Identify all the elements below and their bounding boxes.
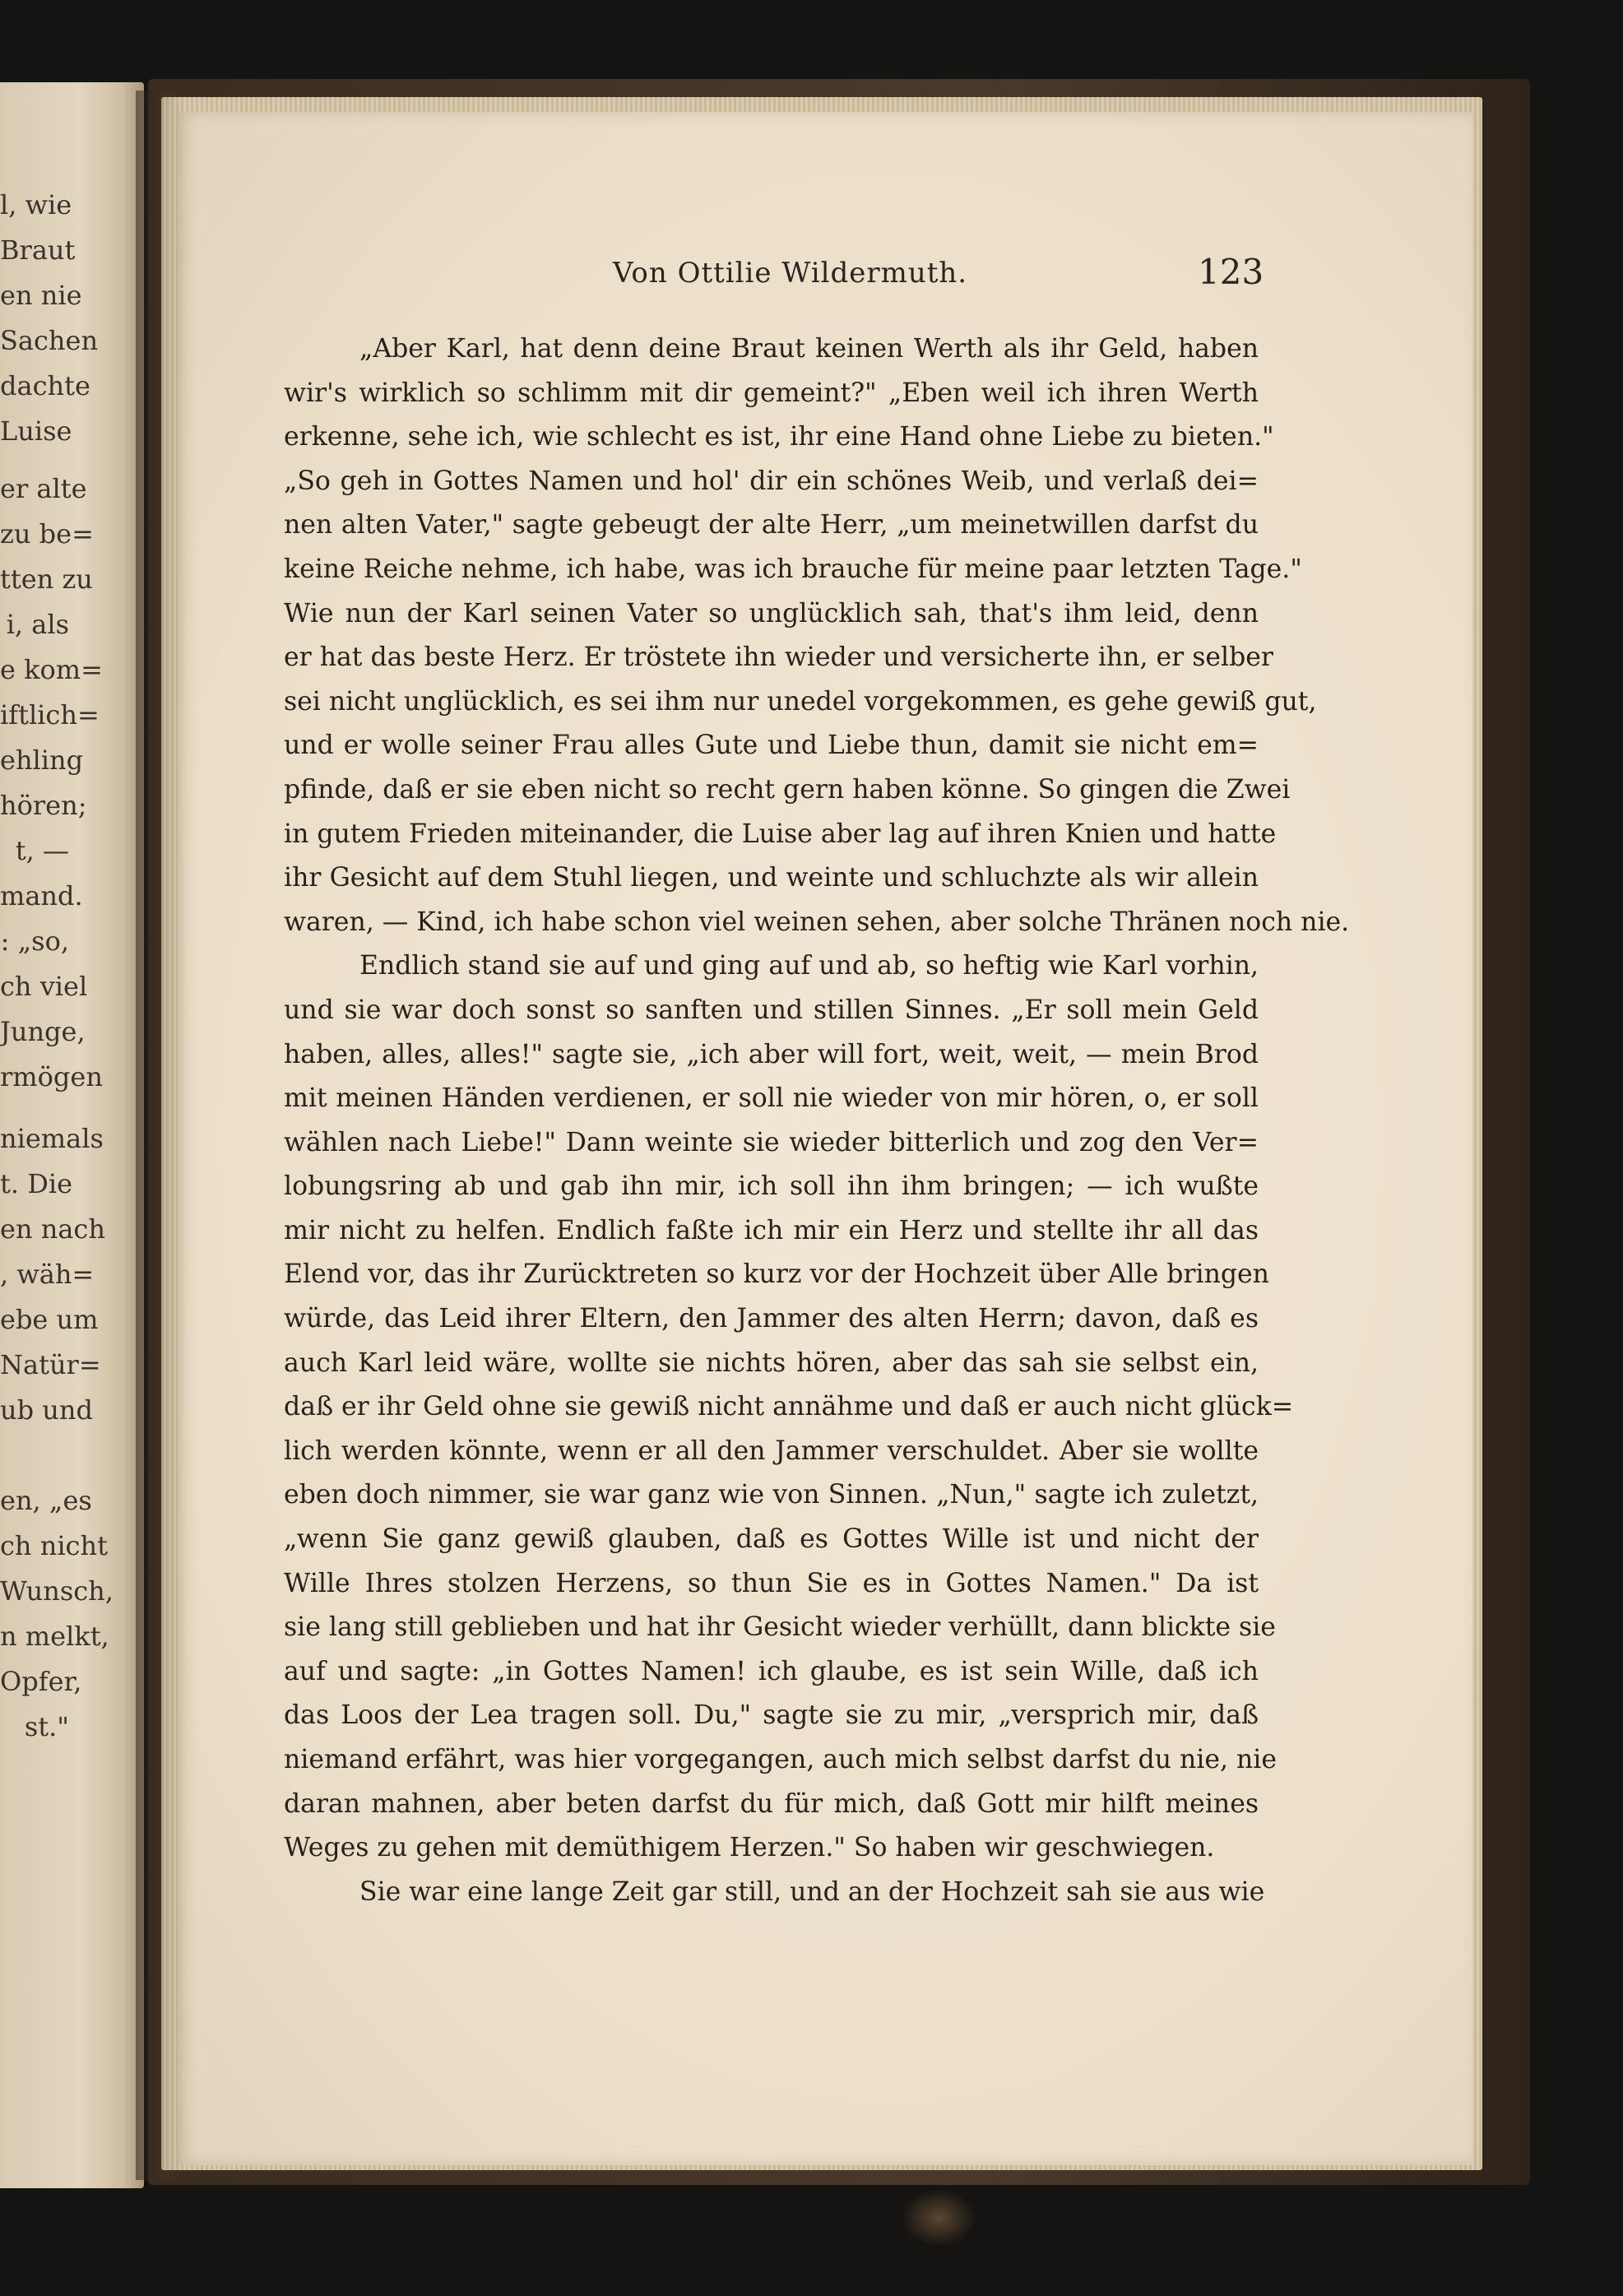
previous-page-fragment: rmögen: [0, 1061, 103, 1092]
previous-page-fragment: ehling: [0, 744, 84, 776]
previous-page-fragment: en, „es: [0, 1485, 92, 1516]
text-line: er hat das beste Herz. Er tröstete ihn wieder und versicherte ihn, er selber: [284, 642, 1273, 673]
text-line: sie lang still geblieben und hat ihr Gesicht wieder verhüllt, dann blickte sie: [284, 1612, 1276, 1643]
text-line: ihr Gesicht auf dem Stuhl liegen, und weinte und schluchzte als wir allein: [284, 863, 1259, 893]
previous-page-fragment: i, als: [6, 609, 69, 640]
text-line: lich werden könnte, wenn er all den Jammer verschuldet. Aber sie wollte: [284, 1436, 1259, 1466]
text-line: und sie war doch sonst so sanften und stillen Sinnes. „Er soll mein Geld: [284, 995, 1259, 1025]
text-line: Weges zu gehen mit demüthigem Herzen." So haben wir geschwiegen.: [284, 1833, 1215, 1863]
text-line: keine Reiche nehme, ich habe, was ich brauche für meine paar letzten Tage.": [284, 554, 1302, 584]
previous-page-fragment: ebe um: [0, 1304, 99, 1335]
previous-page-fragment: ch nicht: [0, 1530, 108, 1561]
previous-page-fragment: niemals: [0, 1123, 104, 1154]
previous-page-fragment: e kom=: [0, 654, 103, 685]
text-line: Wille Ihres stolzen Herzens, so thun Sie es in Gottes Namen." Da ist: [284, 1568, 1259, 1598]
previous-page-fragment: Braut: [0, 234, 76, 266]
text-line: Elend vor, das ihr Zurücktreten so kurz vor der Hochzeit über Alle bringen: [284, 1259, 1269, 1290]
gutter-shadow: [136, 90, 185, 2180]
previous-page-fragment: : „so,: [0, 925, 69, 957]
text-line: haben, alles, alles!" sagte sie, „ich aber will fort, weit, weit, — mein Brod: [284, 1039, 1259, 1069]
previous-page-fragment: t. Die: [0, 1168, 73, 1199]
text-line: pfinde, daß er sie eben nicht so recht gern haben könne. So gingen die Zwei: [284, 774, 1291, 805]
text-line: auch Karl leid wäre, wollte sie nichts hören, aber das sah sie selbst ein,: [284, 1347, 1259, 1378]
text-line: sei nicht unglücklich, es sei ihm nur unedel vorgekommen, es gehe gewiß gut,: [284, 686, 1317, 717]
previous-page-fragment: st.": [24, 1711, 69, 1742]
text-line: in gutem Frieden miteinander, die Luise aber lag auf ihren Knien und hatte: [284, 819, 1277, 849]
previous-page-fragment: l, wie: [0, 189, 72, 220]
previous-page-fragment: t, —: [15, 835, 69, 866]
previous-page: [0, 82, 144, 2188]
text-line: erkenne, sehe ich, wie schlecht es ist, ihr eine Hand ohne Liebe zu bieten.": [284, 422, 1274, 452]
previous-page-fragment: Natür=: [0, 1349, 101, 1380]
text-line: Sie war eine lange Zeit gar still, und an der Hochzeit sah sie aus wie: [359, 1876, 1265, 1907]
previous-page-fragment: Sachen: [0, 325, 99, 356]
previous-page-fragment: tten zu: [0, 564, 93, 595]
previous-page-fragment: hören;: [0, 790, 87, 821]
previous-page-fragment: mand.: [0, 880, 83, 911]
text-line: auf und sagte: „in Gottes Namen! ich glaube, es ist sein Wille, daß ich: [284, 1656, 1259, 1686]
previous-page-fragment: ch viel: [0, 971, 88, 1002]
previous-page-fragment: Junge,: [0, 1016, 86, 1047]
text-line: niemand erfährt, was hier vorgegangen, auch mich selbst darfst du nie, nie: [284, 1745, 1278, 1774]
previous-page-fragment: iftlich=: [0, 699, 100, 731]
text-line: würde, das Leid ihrer Eltern, den Jammer des alten Herrn; davon, daß es: [284, 1304, 1259, 1334]
text-line: eben doch nimmer, sie war ganz wie von Sinnen. „Nun," sagte ich zuletzt,: [284, 1480, 1259, 1510]
page-number: 123: [1198, 252, 1264, 292]
text-line: lobungsring ab und gab ihn mir, ich soll ihn ihm bringen; — ich wußte: [284, 1171, 1259, 1202]
text-line: Wie nun der Karl seinen Vater so unglücklich sah, that's ihm leid, denn: [284, 598, 1259, 629]
text-line: daß er ihr Geld ohne sie gewiß nicht annähme und daß er auch nicht glück=: [284, 1392, 1294, 1422]
text-line: „So geh in Gottes Namen und hol' dir ein schönes Weib, und verlaß dei=: [284, 466, 1259, 496]
text-line: „wenn Sie ganz gewiß glauben, daß es Gottes Wille ist und nicht der: [284, 1524, 1259, 1555]
previous-page-fragment: Wunsch,: [0, 1575, 114, 1607]
text-line: „Aber Karl, hat denn deine Braut keinen Werth als ihr Geld, haben: [359, 334, 1259, 364]
previous-page-fragment: Luise: [0, 415, 72, 447]
paper-stain: [902, 2189, 976, 2247]
previous-page-fragment: en nach: [0, 1213, 105, 1245]
text-line: nen alten Vater," sagte gebeugt der alte Herr, „um meinetwillen darfst du: [284, 510, 1259, 540]
page-body-text: [284, 327, 1350, 1914]
text-line: wir's wirklich so schlimm mit dir gemeint?" „Eben weil ich ihren Werth: [284, 378, 1259, 408]
previous-page-fragment: zu be=: [0, 518, 94, 550]
previous-page-fragment: er alte: [0, 473, 87, 504]
text-line: wählen nach Liebe!" Dann weinte sie wieder bitterlich und zog den Ver=: [284, 1127, 1259, 1157]
text-line: das Loos der Lea tragen soll. Du," sagte sie zu mir, „versprich mir, daß: [284, 1700, 1259, 1731]
running-head: Von Ottilie Wildermuth.: [613, 257, 968, 290]
previous-page-fragment: ub und: [0, 1394, 93, 1426]
text-line: waren, — Kind, ich habe schon viel weinen sehen, aber solche Thränen noch nie.: [284, 907, 1350, 937]
text-line: daran mahnen, aber beten darfst du für mich, daß Gott mir hilft meines: [284, 1788, 1259, 1819]
text-line: Endlich stand sie auf und ging auf und ab, so heftig wie Karl vorhin,: [359, 951, 1259, 981]
previous-page-fragment: , wäh=: [0, 1259, 95, 1290]
previous-page-fragment: Opfer,: [0, 1666, 82, 1697]
page-header: [0, 252, 1623, 298]
previous-page-fragment: en nie: [0, 280, 82, 311]
previous-page-fragment: dachte: [0, 370, 90, 401]
text-line: mir nicht zu helfen. Endlich faßte ich mir ein Herz und stellte ihr all das: [284, 1215, 1259, 1245]
previous-page-fragment: n melkt,: [0, 1621, 109, 1652]
text-line: mit meinen Händen verdienen, er soll nie wieder von mir hören, o, er soll: [284, 1083, 1259, 1114]
text-line: und er wolle seiner Frau alles Gute und Liebe thun, damit sie nicht em=: [284, 731, 1259, 761]
